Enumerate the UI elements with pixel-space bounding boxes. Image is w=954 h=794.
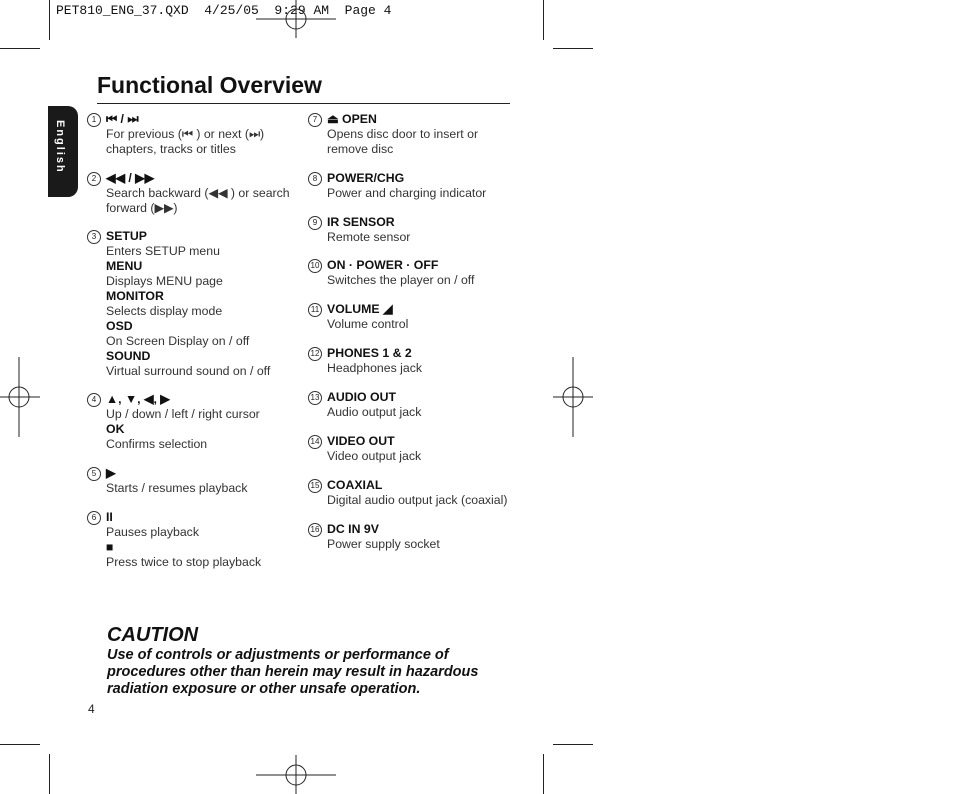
item-description: chapters, tracks or titles bbox=[106, 142, 236, 156]
item-description: Displays MENU page bbox=[106, 274, 223, 288]
crop-mark bbox=[553, 48, 593, 49]
item-label: POWER/CHG bbox=[327, 171, 405, 185]
item-number: 2 bbox=[87, 172, 101, 186]
item-number: 14 bbox=[308, 435, 322, 449]
item-label: VOLUME ◢ bbox=[327, 302, 393, 316]
item-label: COAXIAL bbox=[327, 478, 383, 492]
crop-mark bbox=[0, 744, 40, 745]
item-label: ◀◀ / ▶▶ bbox=[106, 171, 155, 185]
item-description: Press twice to stop playback bbox=[106, 555, 262, 569]
item-number: 3 bbox=[87, 230, 101, 244]
item-description: On Screen Display on / off bbox=[106, 334, 250, 348]
registration-mark bbox=[0, 357, 40, 437]
print-slug: PET810_ENG_37.QXD 4/25/05 9:29 AM Page 4 bbox=[56, 3, 392, 18]
page-number: 4 bbox=[88, 702, 95, 716]
crop-mark bbox=[0, 48, 40, 49]
title-rule bbox=[97, 103, 510, 104]
registration-mark bbox=[256, 0, 336, 40]
item-number: 15 bbox=[308, 479, 322, 493]
item-description: Power supply socket bbox=[327, 537, 440, 551]
item-label: IR SENSOR bbox=[327, 215, 395, 229]
item-label: ⏮ / ⏭ bbox=[106, 112, 139, 126]
item-description: Video output jack bbox=[327, 449, 422, 463]
item-description: Audio output jack bbox=[327, 405, 422, 419]
language-tab bbox=[48, 106, 78, 197]
caution-block bbox=[107, 623, 507, 698]
item-description: Switches the player on / off bbox=[327, 273, 475, 287]
item-number: 1 bbox=[87, 113, 101, 127]
item-description: Pauses playback bbox=[106, 525, 199, 539]
item-label: AUDIO OUT bbox=[327, 390, 396, 404]
item-label: SOUND bbox=[106, 349, 151, 363]
item-description: Starts / resumes playback bbox=[106, 481, 248, 495]
item-label: OSD bbox=[106, 319, 133, 333]
item-description: Remote sensor bbox=[327, 230, 411, 244]
item-number: 8 bbox=[308, 172, 322, 186]
item-number: 16 bbox=[308, 523, 322, 537]
item-label: SETUP bbox=[106, 229, 147, 243]
registration-mark bbox=[553, 357, 593, 437]
item-number: 13 bbox=[308, 391, 322, 405]
item-description: Search backward (◀◀ ) or search bbox=[106, 186, 290, 200]
item-label: MENU bbox=[106, 259, 143, 273]
caution-heading: CAUTION bbox=[107, 624, 199, 646]
crop-mark bbox=[553, 744, 593, 745]
item-label: ■ bbox=[106, 540, 114, 554]
language-tab-label: English bbox=[54, 120, 66, 174]
item-number: 9 bbox=[308, 216, 322, 230]
item-number: 6 bbox=[87, 511, 101, 525]
registration-mark bbox=[256, 755, 336, 794]
item-description: Volume control bbox=[327, 317, 409, 331]
item-description: remove disc bbox=[327, 142, 394, 156]
item-description: For previous (⏮ ) or next (⏭) bbox=[106, 127, 265, 141]
item-number: 4 bbox=[87, 393, 101, 407]
item-label: ON · POWER · OFF bbox=[327, 258, 439, 272]
item-label: DC IN 9V bbox=[327, 522, 379, 536]
item-number: 5 bbox=[87, 467, 101, 481]
crop-mark bbox=[49, 754, 50, 794]
item-number: 10 bbox=[308, 259, 322, 273]
item-label: ▶ bbox=[106, 466, 116, 480]
item-description: Opens disc door to insert or bbox=[327, 127, 479, 141]
item-number: 7 bbox=[308, 113, 322, 127]
item-description: Enters SETUP menu bbox=[106, 244, 220, 258]
item-label: PHONES 1 & 2 bbox=[327, 346, 412, 360]
item-label: OK bbox=[106, 422, 125, 436]
item-number: 11 bbox=[308, 303, 322, 317]
item-description: Digital audio output jack (coaxial) bbox=[327, 493, 508, 507]
item-description: Confirms selection bbox=[106, 437, 208, 451]
item-description: Up / down / left / right cursor bbox=[106, 407, 260, 421]
crop-mark bbox=[543, 0, 544, 40]
crop-mark bbox=[49, 0, 50, 40]
caution-text: Use of controls or adjustments or performance of procedures other than herein may result in hazardous radiation exposure or other unsafe operation. bbox=[107, 647, 479, 697]
item-label: VIDEO OUT bbox=[327, 434, 395, 448]
item-label: ▲, ▼, ◀, ▶ bbox=[106, 392, 170, 406]
item-number: 12 bbox=[308, 347, 322, 361]
item-description: Virtual surround sound on / off bbox=[106, 364, 271, 378]
item-description: Power and charging indicator bbox=[327, 186, 487, 200]
item-label: ⏏ OPEN bbox=[327, 112, 377, 126]
page-title: Functional Overview bbox=[97, 72, 322, 98]
item-description: forward (▶▶) bbox=[106, 201, 178, 215]
item-description: Selects display mode bbox=[106, 304, 223, 318]
item-label: II bbox=[106, 510, 113, 524]
crop-mark bbox=[543, 754, 544, 794]
item-label: MONITOR bbox=[106, 289, 164, 303]
item-description: Headphones jack bbox=[327, 361, 423, 375]
